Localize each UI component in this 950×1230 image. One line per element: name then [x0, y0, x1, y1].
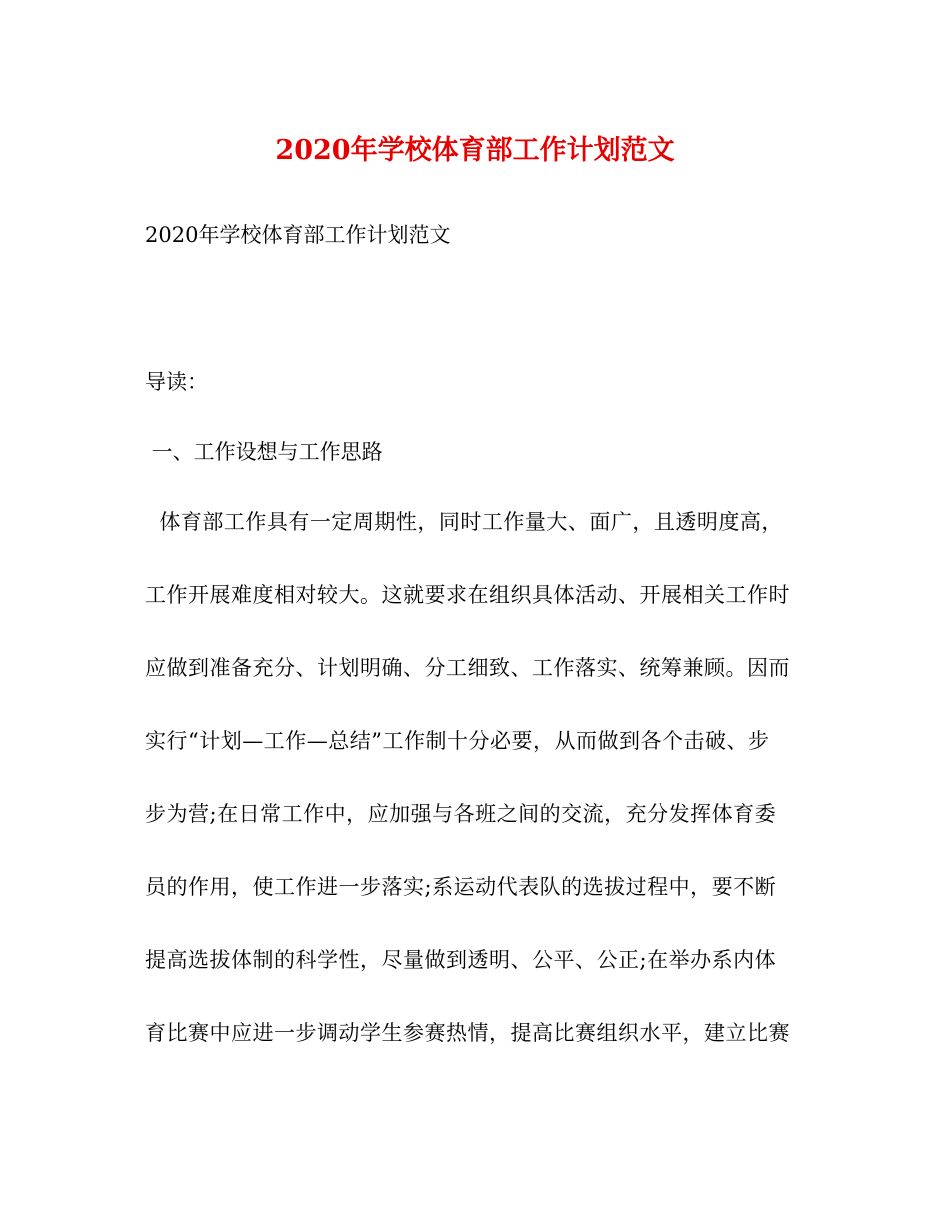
body-line: 员的作用，使工作进一步落实;系运动代表队的选拔过程中，要不断	[145, 875, 777, 899]
body-line: 步为营;在日常工作中，应加强与各班之间的交流，充分发挥体育委	[145, 802, 777, 826]
section-heading: 一、工作设想与工作思路	[145, 440, 383, 464]
body-line: 育比赛中应进一步调动学生参赛热情，提高比赛组织水平，建立比赛	[145, 1021, 790, 1045]
body-line: 应做到准备充分、计划明确、分工细致、工作落实、统筹兼顾。因而	[145, 656, 790, 680]
body-line: 工作开展难度相对较大。这就要求在组织具体活动、开展相关工作时	[145, 583, 790, 607]
body-paragraph	[145, 502, 805, 1086]
body-line: 体育部工作具有一定周期性，同时工作量大、面广，且透明度高，	[145, 510, 783, 534]
document-subtitle: 2020年学校体育部工作计划范文	[145, 223, 451, 247]
body-line: 实行“计划—工作—总结”工作制十分必要，从而做到各个击破、步	[145, 729, 770, 753]
document-title: 2020年学校体育部工作计划范文	[275, 135, 675, 166]
lead-label: 导读：	[145, 370, 208, 394]
body-line: 提高选拔体制的科学性，尽量做到透明、公平、公正;在举办系内体	[145, 948, 777, 972]
